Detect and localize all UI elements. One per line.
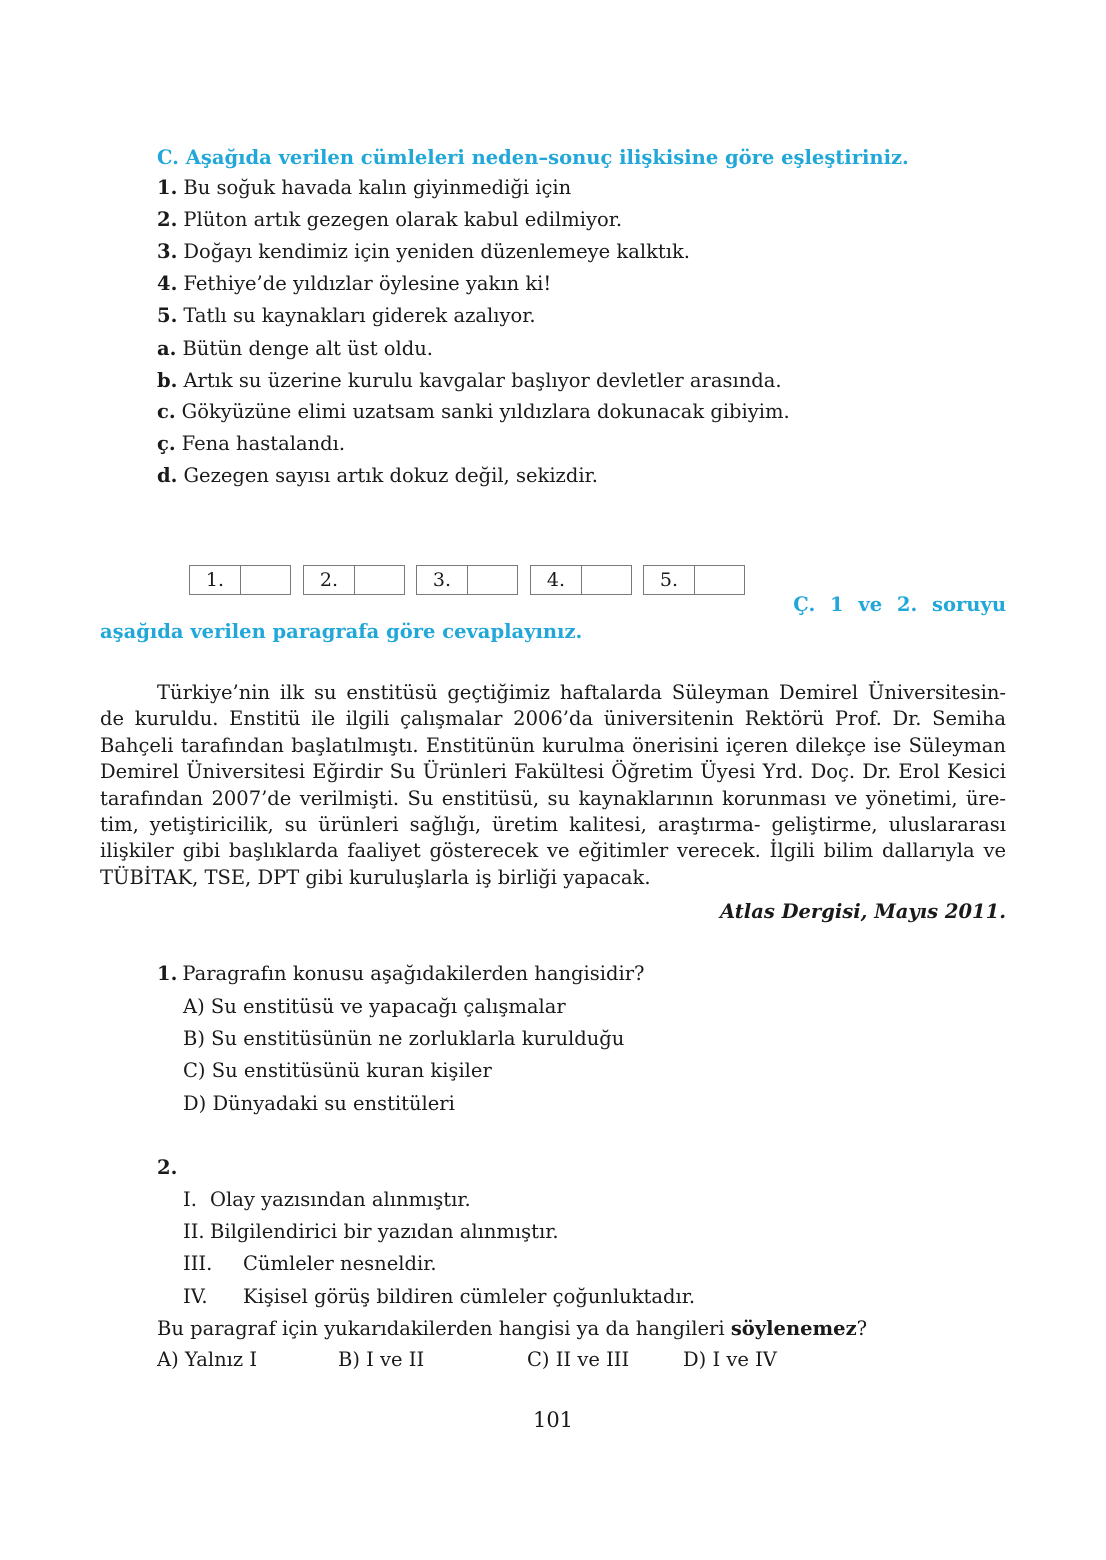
statement-text: Kişisel görüş bildiren cümleler çoğunluktadır.	[243, 1285, 696, 1308]
statement-roman: III.	[183, 1252, 213, 1275]
answer-box-5[interactable]	[643, 565, 745, 595]
item-text: Tatlı su kaynakları giderek azalıyor.	[183, 304, 536, 327]
item-label: ç.	[157, 432, 176, 455]
stem-text: Bu paragraf için yukarıdakilerden hangisi ya da hangileri	[157, 1317, 731, 1340]
item-text: Bütün denge alt üst oldu.	[182, 337, 433, 360]
paragraph-line: TÜBİTAK, TSE, DPT gibi kuruluşlarla iş birliği yapacak.	[100, 865, 651, 889]
option-b[interactable]: B) I ve II	[338, 1348, 425, 1371]
statement	[183, 1285, 695, 1309]
paragraph-line: tim, yetiştiricilik, su ürünleri sağlığı, üretim kalitesi, araştırma- geliştirme, uluslararası	[100, 813, 1006, 837]
list-item	[157, 272, 551, 296]
paragraph-line: tarafından 2007’de verilmişti. Su enstitüsü, su kaynaklarının korunması ve yönetimi, üre-	[100, 786, 1006, 810]
statement-roman: II.	[183, 1220, 205, 1243]
statement	[183, 1252, 437, 1276]
item-text: Gökyüzüne elimi uzatsam sanki yıldızlara dokunacak gibiyim.	[181, 400, 790, 423]
statement	[183, 1188, 471, 1212]
item-text: Fena hastalandı.	[181, 432, 346, 455]
answer-box-label: 1.	[190, 566, 241, 594]
question-2-stem	[157, 1317, 867, 1341]
item-label: b.	[157, 369, 178, 392]
answer-box-3[interactable]	[416, 565, 518, 595]
item-text: Bu soğuk havada kalın giyinmediği için	[183, 176, 572, 199]
list-item	[157, 208, 622, 232]
statement-text: Bilgilendirici bir yazıdan alınmıştır.	[210, 1220, 559, 1243]
list-item	[157, 432, 345, 456]
question-2-number: 2.	[157, 1156, 178, 1179]
statement	[183, 1220, 559, 1244]
answer-box-1[interactable]	[189, 565, 291, 595]
paragraph-line: Demirel Üniversitesi Eğirdir Su Ürünleri Fakültesi Öğretim Üyesi Yrd. Doç. Dr. Erol Kesici	[100, 760, 1006, 784]
page-number: 101	[532, 1408, 574, 1432]
item-text: Gezegen sayısı artık dokuz değil, sekizdir.	[183, 464, 598, 487]
section-c2-title-part2: aşağıda verilen paragrafa göre cevaplayınız.	[100, 620, 583, 643]
question-1	[157, 962, 644, 986]
paragraph-line: ilişkiler gibi başlıklarda faaliyet gösterecek ve eğitimler verecek. İlgili bilim dallarıyla ve	[100, 839, 1006, 863]
option-a[interactable]: A) Su enstitüsü ve yapacağı çalışmalar	[183, 995, 566, 1018]
option-d[interactable]: D) I ve IV	[683, 1348, 777, 1371]
item-label: c.	[157, 400, 176, 423]
statement-roman: IV.	[183, 1285, 208, 1308]
answer-box-label: 2.	[304, 566, 355, 594]
source-citation: Atlas Dergisi, Mayıs 2011.	[720, 900, 1006, 923]
option-a[interactable]: A) Yalnız I	[157, 1348, 258, 1371]
list-item	[157, 369, 782, 393]
list-item	[157, 176, 571, 200]
item-text: Doğayı kendimiz için yeniden düzenlemeye kalktık.	[183, 240, 690, 263]
item-label: 5.	[157, 304, 178, 327]
reading-paragraph	[100, 680, 1006, 891]
item-text: Plüton artık gezegen olarak kabul edilmiyor.	[183, 208, 623, 231]
question-text: Paragrafın konusu aşağıdakilerden hangisidir?	[182, 962, 645, 985]
paragraph-line: Türkiye’nin ilk su enstitüsü geçtiğimiz haftalarda Süleyman Demirel Üniversitesin-	[157, 681, 1006, 704]
item-label: 2.	[157, 208, 178, 231]
list-item	[157, 400, 790, 424]
option-c[interactable]: C) II ve III	[527, 1348, 630, 1371]
answer-box-2[interactable]	[303, 565, 405, 595]
answer-box-label: 4.	[531, 566, 582, 594]
paragraph-line: Bahçeli tarafından başlatılmıştı. Enstitünün kurulma önerisini içeren dilekçe ise Süleyman	[100, 733, 1006, 757]
section-c2-title-part1: Ç. 1 ve 2. soruyu	[793, 593, 1006, 616]
section-c-title: C. Aşağıda verilen cümleleri neden–sonuç ilişkisine göre eşleştiriniz.	[157, 146, 909, 169]
statement-text: Olay yazısından alınmıştır.	[210, 1188, 471, 1211]
list-item	[157, 240, 690, 264]
statement-text: Cümleler nesneldir.	[243, 1252, 437, 1275]
item-text: Artık su üzerine kurulu kavgalar başlıyor devletler arasında.	[183, 369, 782, 392]
item-label: 3.	[157, 240, 178, 263]
paragraph-line: de kuruldu. Enstitü ile ilgili çalışmalar 2006’da üniversitenin Rektörü Prof. Dr. Semiha	[100, 707, 1006, 731]
item-label: 1.	[157, 176, 178, 199]
option-b[interactable]: B) Su enstitüsünün ne zorluklarla kurulduğu	[183, 1027, 625, 1050]
list-item	[157, 337, 433, 361]
item-label: 4.	[157, 272, 178, 295]
option-c[interactable]: C) Su enstitüsünü kuran kişiler	[183, 1059, 492, 1082]
list-item	[157, 464, 598, 488]
question-number: 1.	[157, 962, 178, 985]
item-label: a.	[157, 337, 177, 360]
answer-box-label: 3.	[417, 566, 468, 594]
item-text: Fethiye’de yıldızlar öylesine yakın ki!	[183, 272, 552, 295]
stem-end: ?	[856, 1317, 868, 1340]
answer-box-4[interactable]	[530, 565, 632, 595]
item-label: d.	[157, 464, 178, 487]
stem-emphasis: söylenemez	[730, 1317, 857, 1340]
list-item	[157, 304, 536, 328]
statement-roman: I.	[183, 1188, 197, 1211]
option-d[interactable]: D) Dünyadaki su enstitüleri	[183, 1092, 455, 1115]
answer-box-label: 5.	[644, 566, 695, 594]
